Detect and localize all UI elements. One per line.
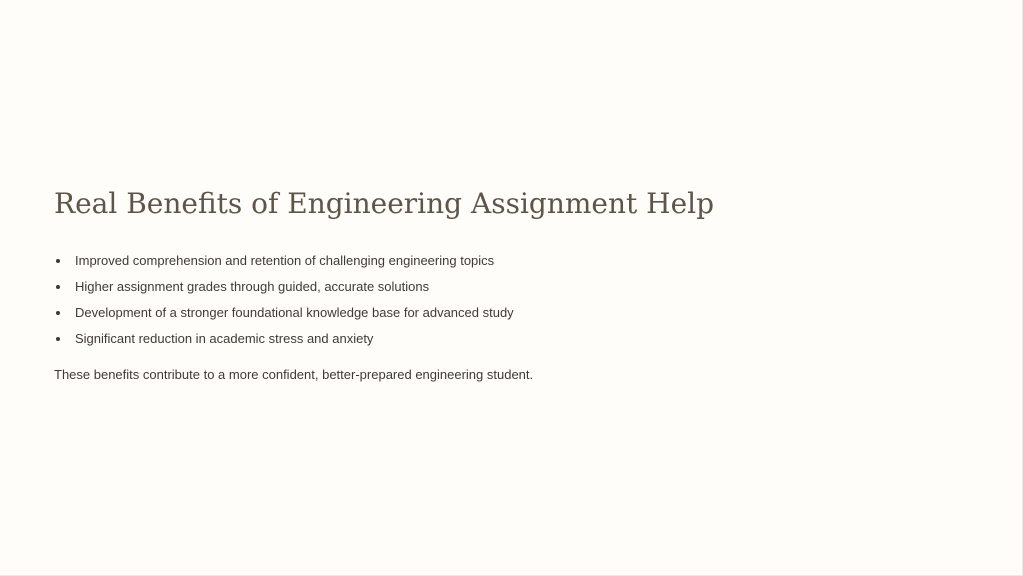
benefit-item: Development of a stronger foundational knowledge base for advanced study [54,300,514,326]
benefit-item: Higher assignment grades through guided, accurate solutions [54,274,514,300]
slide-title: Real Benefits of Engineering Assignment Help [54,187,715,220]
summary-text: These benefits contribute to a more confident, better-prepared engineering student. [54,367,534,382]
benefits-list [54,248,514,352]
benefit-item: Improved comprehension and retention of challenging engineering topics [54,248,514,274]
benefit-item: Significant reduction in academic stress and anxiety [54,326,514,352]
